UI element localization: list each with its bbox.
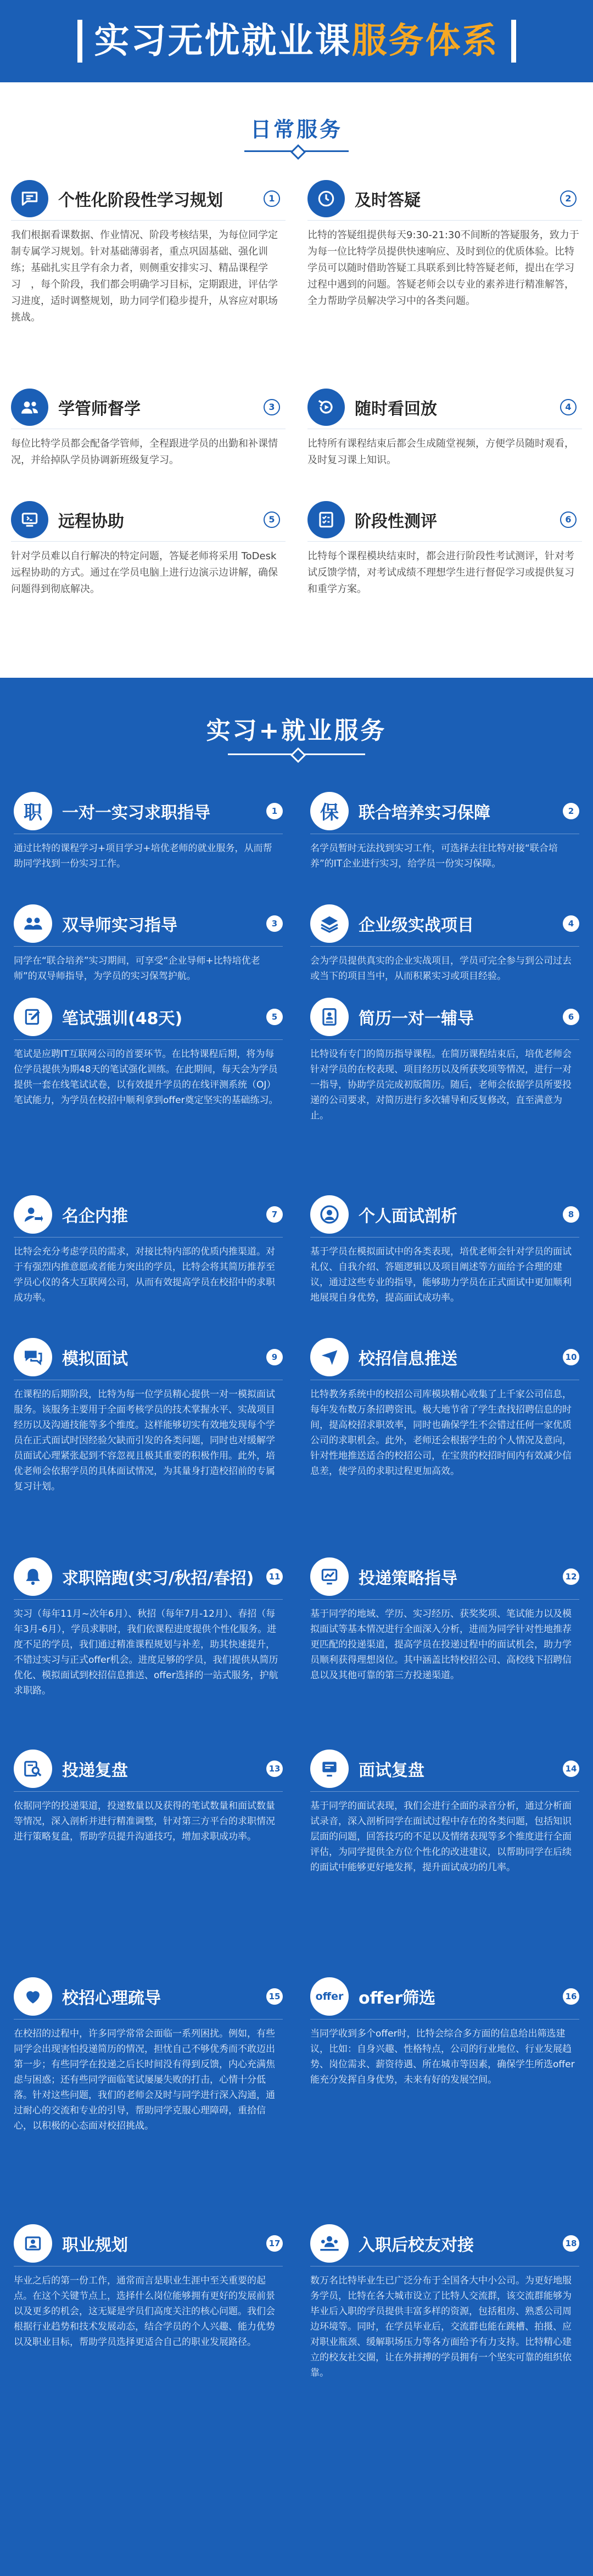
job-card-text: 在校招的过程中，许多同学常常会面临一系列困扰。例如，有些同学会出现害怕投递简历的情况，担忧自己不够优秀而不敢迈出第一步；有些同学在投递之后长时间没有得到反馈，内心充满焦虑与困惑；还有些同学面临笔试屡屡失败的打击，心情十分低落。针对这些问题，我们的老师会及时与同学进行深入沟通，通过耐心的交流和专业的引导，帮助同学克服心理障碍，重拾信心，以积极的心态面对校招挑战。 — [14, 2028, 275, 2131]
banner-title-highlight: 服务体系 — [351, 21, 499, 61]
job-card-title: offer筛选 — [359, 1988, 436, 2008]
job-card-title: 投递复盘 — [62, 1761, 128, 1780]
job-card-text: 比特设有专门的简历指导课程。在简历课程结束后，培优老师会针对学员的在校表现、项目经历以及所获奖项等情况，进行一对一指导，协助学员完成初版简历。随后，老师会依据学员所要投递的公司要求，对简历进行多次辅导和反复修改，直至满意为止。 — [310, 1049, 572, 1121]
job-title-divider — [228, 753, 365, 755]
job-card-campus-info — [310, 1334, 579, 1554]
recommend-icon — [14, 1195, 52, 1234]
job-card-header — [310, 2220, 579, 2266]
job-card-header — [310, 1334, 579, 1380]
daily-card-supervisor — [11, 385, 286, 498]
job-card-interview-review — [310, 1746, 579, 1973]
job-card-title: 模拟面试 — [62, 1349, 128, 1369]
daily-section-heading — [0, 113, 593, 152]
job-card-psych-counsel — [14, 1973, 283, 2220]
job-icon: 职 — [14, 792, 52, 830]
pencil-icon — [14, 998, 52, 1036]
job-card-number: 6 — [563, 1009, 579, 1025]
job-card-interview-analysis — [310, 1191, 579, 1334]
job-card-header — [310, 994, 579, 1040]
job-card-number: 2 — [563, 803, 579, 819]
job-card-title: 校招心理疏导 — [62, 1988, 161, 2008]
career-plan-icon — [14, 2224, 52, 2263]
daily-card-learning-plan — [11, 177, 286, 385]
job-card-number: 12 — [563, 1568, 579, 1585]
daily-card-number: 3 — [264, 399, 280, 415]
replay-icon — [307, 389, 345, 426]
job-card-header — [14, 994, 283, 1040]
job-card-title: 企业级实战项目 — [359, 915, 474, 935]
job-card-number: 1 — [266, 803, 283, 819]
daily-card-title: 学管师督学 — [58, 399, 141, 419]
daily-card-title: 阶段性测评 — [355, 511, 437, 531]
job-card-text: 同学在“联合培养”实习期间，可享受“企业导师+比特培优老师”的双导师指导，为学员的实习保驾护航。 — [14, 955, 260, 982]
job-card-number: 10 — [563, 1349, 579, 1365]
banner-left-bar — [77, 20, 82, 63]
search-review-icon — [14, 1750, 52, 1788]
job-card-text: 比特教务系统中的校招公司库模块精心收集了上千家公司信息，每年发布数万条招聘资讯。极大地节省了学生查找招聘信息的时间，提高校招求职效率，同时也确保学生不会错过任何一家优质公司的求职机会。此外，老师还会根据学生的个人情况及意向，针对性地推送适合的校招公司，在宝贵的校招时间内有效减少信息差，使学员的求职过程更加高效。 — [310, 1389, 572, 1477]
job-services-section — [0, 678, 593, 2576]
daily-card-assessment — [307, 498, 582, 608]
job-card-number: 18 — [563, 2235, 579, 2252]
daily-card-replay — [307, 385, 582, 498]
job-card-text: 毕业之后的第一份工作，通常而言是职业生涯中至关重要的起点。在这个关键节点上，选择什么岗位能够拥有更好的发展前景以及更多的机会，这无疑是学员们高度关注的核心问题。我们会根据行业趋势和技术发展动态，结合学员的个人兴趣、能力优势以及职业目标，帮助学员选择更适合自己的职业发展路径。 — [14, 2275, 275, 2348]
job-card-header — [14, 1973, 283, 2020]
job-card-text: 基于学员在模拟面试中的各类表现，培优老师会针对学员的面试礼仪、自我介绍、答题逻辑以及项目阐述等方面给予合理的建议，通过这些专业的指导，能够助力学员在正式面试中更加顺利地展现自身优势，提高面试成功率。 — [310, 1246, 572, 1303]
job-card-title: 职业规划 — [62, 2235, 128, 2255]
job-card-career-plan — [14, 2220, 283, 2478]
job-card-title: 联合培养实习保障 — [359, 803, 490, 823]
job-card-text: 基于同学的面试表现，我们会进行全面的录音分析，通过分析面试录音，深入剖析同学在面试过程中存在的各类问题，包括知识层面的问题，回答技巧的不足以及情绪表现等多个维度进行全面评估，为同学提供全方位个性化的改进建议，以帮助同学在后续的面试中能够更好地发挥，提升面试成功的几率。 — [310, 1801, 572, 1873]
bell-icon — [14, 1557, 52, 1596]
job-card-enterprise-project — [310, 901, 579, 994]
job-card-text: 比特会充分考虑学员的需求，对接比特内部的优质内推渠道。对于有强烈内推意愿或者能力突出的学员，比特会将其简历推荐至学员心仪的各大互联网公司，从而有效提高学员在校招中的求职成功率。 — [14, 1246, 275, 1303]
daily-card-text: 比特的答疑组提供每天9:30-21:30不间断的答疑服务，致力于为每一位比特学员提供快速响应、及时到位的优质体验。比特学员可以随时借助答疑工具联系到比特答疑老师，提出在学习过程中遇到的问题。答疑老师会以专业的素养进行精准解答，全力帮助学员解决学习中的各类问题。 — [307, 229, 579, 307]
strategy-icon — [310, 1557, 349, 1596]
job-card-header — [14, 901, 283, 947]
job-card-header — [14, 2220, 283, 2266]
job-card-referral — [14, 1191, 283, 1334]
job-card-number: 11 — [266, 1568, 283, 1585]
job-card-title: 简历一对一辅导 — [359, 1009, 474, 1028]
chat-screen-icon — [11, 501, 48, 538]
user-group-icon — [11, 389, 48, 426]
job-card-title: 双导师实习指导 — [62, 915, 177, 935]
job-card-number: 3 — [266, 915, 283, 932]
job-card-offer-filter — [310, 1973, 579, 2220]
daily-card-text: 针对学员难以自行解决的特定问题，答疑老师将采用 ToDesk 远程协助的方式。通过在学员电脑上进行边演示边讲解，确保问题得到彻底解决。 — [11, 550, 278, 595]
banner-title — [94, 21, 499, 61]
job-card-header — [14, 1554, 283, 1600]
job-card-text: 名学员暂时无法找到实习工作，可选择去往比特对接“联合培养”的IT企业进行实习，给学员一份实习保障。 — [310, 843, 558, 869]
banner-title-main: 实习无忧就业课 — [94, 21, 352, 61]
job-card-delivery-review — [14, 1746, 283, 1973]
job-card-title: 一对一实习求职指导 — [62, 803, 210, 823]
job-card-number: 16 — [563, 1988, 579, 2005]
job-card-alumni — [310, 2220, 579, 2478]
job-card-joint-training — [310, 788, 579, 901]
daily-card-title: 及时答疑 — [355, 190, 421, 210]
job-card-header — [14, 788, 283, 834]
job-card-number: 15 — [266, 1988, 283, 2005]
job-card-header — [310, 1554, 579, 1600]
job-card-internship-guidance — [14, 788, 283, 901]
daily-card-number: 5 — [264, 511, 280, 528]
daily-card-remote — [11, 498, 286, 608]
job-card-header — [310, 901, 579, 947]
daily-card-text: 每位比特学员都会配备学管师，全程跟进学员的出勤和补课情况，并给掉队学员协调新班级复学习。 — [11, 438, 278, 466]
job-card-title: 入职后校友对接 — [359, 2235, 474, 2255]
daily-card-header — [307, 385, 582, 429]
job-card-header — [14, 1746, 283, 1792]
job-card-text: 当同学收到多个offer时，比特会综合多方面的信息给出筛选建议，比如：自身兴趣、性格特点，公司的行业地位、行业发展趋势、岗位需求、薪资待遇、所在城市等因素，确保学生所选offer能充分发挥自身优势，未来有好的发展空间。 — [310, 2028, 575, 2085]
clock-icon — [307, 180, 345, 217]
daily-card-title: 个性化阶段性学习规划 — [58, 190, 223, 210]
alumni-icon — [310, 2224, 349, 2263]
job-card-text: 笔试是应聘IT互联网公司的首要环节。在比特课程后期，将为每位学员提供为期48天的笔试强化训练。在此期间，每天会为学员提供一套在线笔试试卷，以有效提升学员的在线评测系统（OJ）笔试能力，为学员在校招中顺利拿到offer奠定坚实的基础练习。 — [14, 1049, 278, 1106]
interview-review-icon — [310, 1750, 349, 1788]
daily-card-text: 我们根据看课数据、作业情况、阶段考核结果，为每位同学定制专属学习规划。针对基础薄弱者，重点巩固基础、强化训练；基础扎实且学有余力者，则侧重安排实习、精品课程学习 ，每个阶段，我们都会明确学习目标，定期跟进，评估学习进度，适时调整规划，助力同学们稳步提升，从容应对职场挑战。 — [11, 229, 278, 323]
daily-card-number: 6 — [560, 511, 577, 528]
daily-card-number: 2 — [560, 190, 577, 207]
job-cards-grid — [0, 788, 593, 2478]
checklist-icon — [307, 501, 345, 538]
job-card-header — [310, 788, 579, 834]
job-card-number: 9 — [266, 1349, 283, 1365]
job-card-number: 7 — [266, 1206, 283, 1223]
layers-icon — [310, 904, 349, 943]
job-card-dual-mentor — [14, 901, 283, 994]
job-section-title: 实习+就业服务 — [206, 717, 387, 745]
job-card-number: 5 — [266, 1009, 283, 1025]
offer-icon: offer — [310, 1977, 349, 2016]
job-card-number: 8 — [563, 1206, 579, 1223]
job-card-number: 13 — [266, 1761, 283, 1777]
job-card-number: 14 — [563, 1761, 579, 1777]
job-card-number: 4 — [563, 915, 579, 932]
job-card-text: 通过比特的课程学习+项目学习+培优老师的就业服务，从而帮助同学找到一份实习工作。 — [14, 843, 272, 869]
job-card-title: 求职陪跑(实习/秋招/春招) — [62, 1568, 254, 1588]
two-mentors-icon — [14, 904, 52, 943]
resume-icon — [310, 998, 349, 1036]
daily-card-header — [11, 385, 286, 429]
daily-card-text: 比特所有课程结束后都会生成随堂视频，方便学员随时观看，及时复习课上知识。 — [307, 438, 574, 466]
chat-bubble-icon — [11, 180, 48, 217]
daily-cards-grid — [0, 177, 593, 608]
guarantee-icon: 保 — [310, 792, 349, 830]
job-card-title: 投递策略指导 — [359, 1568, 457, 1588]
job-card-mock-interview — [14, 1334, 283, 1554]
daily-card-title: 远程协助 — [58, 511, 124, 531]
daily-card-qa — [307, 177, 582, 385]
job-card-header — [310, 1746, 579, 1792]
daily-card-text: 比特每个课程模块结束时，都会进行阶段性考试测评，针对考试反馈学情，对考试成绩不理想学生进行督促学习或提供复习和重学方案。 — [307, 550, 574, 595]
daily-services-section — [0, 82, 593, 678]
daily-card-title: 随时看回放 — [355, 399, 437, 419]
daily-card-header — [307, 177, 582, 221]
daily-card-header — [11, 498, 286, 542]
daily-card-number: 4 — [560, 399, 577, 415]
job-card-header — [14, 1191, 283, 1238]
daily-card-header — [307, 498, 582, 542]
daily-card-header — [11, 177, 286, 221]
job-card-text: 实习（每年11月~次年6月）、秋招（每年7月-12月）、春招（每年3月-6月），学员求职时，我们依课程进度提供个性化服务。进度不足的学员，我们通过精准课程规划与补差，助其快速提升，不错过实习与正式offer机会。进度足够的学员，我们提供从简历优化、模拟面试到校招信息推送、offer选择的一站式服务，护航求职路。 — [14, 1608, 278, 1696]
job-card-header — [14, 1334, 283, 1380]
job-card-text: 基于同学的地域、学历、实习经历、获奖奖项、笔试能力以及模拟面试等基本情况进行全面深入分析，进而为同学针对性地推荐更匹配的投递渠道，提高学员在投递过程中的面试机会，助力学员顺利获得理想岗位。其中涵盖比特校招公司、高校线下招聘信息以及其他可靠的第三方投递渠道。 — [310, 1608, 572, 1681]
job-card-title: 校招信息推送 — [359, 1349, 457, 1369]
banner-right-bar — [511, 20, 516, 63]
job-card-title: 名企内推 — [62, 1206, 128, 1226]
daily-title-divider — [244, 150, 349, 152]
job-card-number: 17 — [266, 2235, 283, 2252]
job-card-text: 在课程的后期阶段，比特为每一位学员精心提供一对一模拟面试服务。该服务主要用于全面考核学员的技术掌握水平、实战项目经历以及沟通技能等多个维度。这样能够切实有效地发现每个学员在正式面试时因经验欠缺而引发的各类问题，同时也对缓解学员面试心理紧张起到不容忽视且极其重要的积极作用。此外，培优老师会依据学员的具体面试情况，为其量身打造校招前的专属复习计划。 — [14, 1389, 275, 1492]
profile-icon — [310, 1195, 349, 1234]
campus-icon — [310, 1338, 349, 1376]
job-card-title: 个人面试剖析 — [359, 1206, 457, 1226]
job-card-text: 依据同学的投递渠道，投递数量以及获得的笔试数量和面试数量等情况，深入剖析并进行精准调整，针对第三方平台的求职情况进行策略复盘，帮助学员提升沟通技巧，增加求职成功率。 — [14, 1801, 275, 1842]
job-section-heading — [0, 711, 593, 755]
job-card-header — [310, 1191, 579, 1238]
daily-card-number: 1 — [264, 190, 280, 207]
job-card-title: 笔试强训(48天) — [62, 1009, 183, 1028]
job-card-job-coaching — [14, 1554, 283, 1746]
job-card-text: 数万名比特毕业生已广泛分布于全国各大中小公司。为更好地服务学员，比特在各大城市设立了比特人交流群，该交流群能够为毕业后入职的学员提供丰富多样的资源，包括租房、熟悉公司周边环境等。同时，在学员毕业后，交流群也能在跳槽、拍摄、应对职业瓶颈、缓解职场压力等各方面给予有力支持。比特精心建立的校友社交圈，让在外拼搏的学员拥有一个坚实可靠的组织依靠。 — [310, 2275, 572, 2378]
job-card-title: 面试复盘 — [359, 1761, 424, 1780]
top-banner — [0, 0, 593, 82]
heart-icon — [14, 1977, 52, 2016]
job-card-text: 会为学员提供真实的企业实战项目，学员可完全参与到公司过去或当下的项目当中，从而积累实习或项目经验。 — [310, 955, 572, 982]
job-card-resume — [310, 994, 579, 1191]
mock-interview-icon — [14, 1338, 52, 1376]
job-card-written-test — [14, 994, 283, 1191]
job-card-header — [310, 1973, 579, 2020]
daily-section-title: 日常服务 — [250, 117, 343, 142]
job-card-delivery-strategy — [310, 1554, 579, 1746]
